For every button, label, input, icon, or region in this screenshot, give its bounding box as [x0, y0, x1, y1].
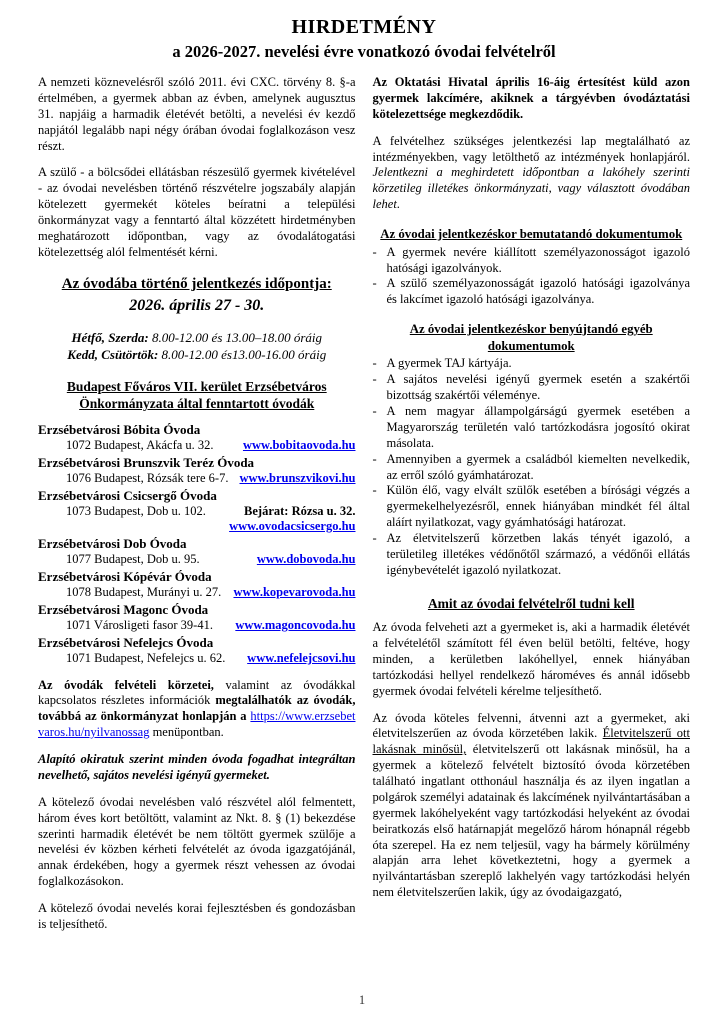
kindergarten-address: 1072 Budapest, Akácfa u. 32. — [66, 438, 214, 453]
kindergarten-address: 1076 Budapest, Rózsák tere 6-7. — [66, 470, 229, 485]
districts-bold-2: megtalálhatók az óvodák, továbbá az önkormányzat honlapján a — [38, 693, 356, 724]
residency-normal-2: életvitelszerű ott lakásnak minősül, ha a gyermek a kötelező felvételt biztosító óvoda körzetében található ingatlant otthonául használja és az ilyen ingatlan a polgárok személyi adatainak és lakcímének nyilvántartásában a gyermek lakóhelyeként vagy tartózkodási helyeként az óvodai beiratkozás első határnapját megelőző három hónapnál régebb óta szerepel. Ha ez nem teljesül, vagy ha bármely körülmény alapján arra lehet következtetni, hogy a gyermek a nyilvántartásban szereplő lakhelyén vagy tartózkodási helyén nem életvitelszerűen lakik, úgy az óvodaigazgató, — [372, 742, 690, 900]
kindergarten-address: 1071 Budapest, Nefelejcs u. 62. — [66, 650, 226, 665]
enrollment-dates: 2026. április 27 - 30. — [129, 296, 265, 314]
right-column — [373, 75, 691, 944]
districts-normal-2: menüpontban. — [149, 725, 224, 740]
dash-bullet: - — [372, 483, 377, 498]
list-item — [373, 483, 691, 531]
kindergarten-entry-bobita — [38, 422, 356, 454]
list-item — [373, 245, 691, 277]
list-item — [373, 356, 691, 372]
list-item — [373, 452, 691, 484]
admission-info-heading: Amit az óvodai felvételről tudni kell — [427, 595, 635, 611]
dash-bullet: - — [372, 451, 377, 466]
paragraph-parent-obligation: A szülő - a bölcsődei ellátásban részesülő gyermek kivételével - az óvodai nevelésben történő részvételre jogszabály alapján kötelezett gyermekét köteles beíratni a települési önkormányzat vagy a fenntartó által közzétett hirdetményben meghatározott időpontban, vagy az óvodalátogatási kötelezettség alól felmentését kérni. — [38, 165, 356, 259]
application-form-normal: A felvételhez szükséges jelentkezési lap megtalálható az intézményekben, vagy letölthető az intézmények honlapjáról. — [372, 133, 690, 164]
kindergarten-name: Erzsébetvárosi Brunszvik Teréz Óvoda — [38, 454, 255, 470]
kindergarten-entrance-note: Bejárat: Rózsa u. 32. — [244, 503, 356, 518]
kindergarten-name: Erzsébetvárosi Csicsergő Óvoda — [38, 487, 217, 503]
paragraph-districts-info — [38, 678, 356, 742]
paragraph-exempted-children: A kötelező óvodai nevelésben való részvétel alól felmentett, három éves kort betöltött, valamint az Nkt. 8. § (1) bekezdése szerinti harmadik életévét be nem töltött gyermek szülője a nevelési év közben kérheti felvételét az óvoda igazgatójánál, annak érdekében, hogy a gyermek részt vehessen az óvodai foglalkozásokon. — [38, 794, 356, 889]
other-documents-heading: Az óvodai jelentkezéskor benyújtandó egyéb dokumentumok — [409, 322, 653, 353]
hours-value-1: 8.00-12.00 és 13.00–18.00 óráig — [148, 329, 323, 345]
kindergarten-name: Erzsébetvárosi Nefelejcs Óvoda — [38, 634, 214, 650]
municipality-website-link[interactable]: https://www.erzsebetvaros.hu/nyilvanossag — [38, 709, 356, 740]
paragraph-law-reference: A nemzeti köznevelésről szóló 2011. évi CXC. törvény 8. §-a értelmében, a gyermek abban az évben, amelynek augusztus 31. napjáig a harmadik életévét betölti, a nevelési év kezdő napjától legalább napi négy órában óvodai foglalkozáson vesz részt. — [38, 75, 356, 153]
page-title: HIRDETMÉNY — [291, 16, 437, 38]
list-item-text: Külön élő, vagy elvált szülők esetében a bírósági végzés a gyermekelhelyezésről, ennek hiányában mindkét fél által aláírt nyilatkozat, vagy gyámhatósági határozat. — [386, 483, 690, 530]
paragraph-residency-rule — [373, 711, 691, 902]
kindergarten-address: 1077 Budapest, Dob u. 95. — [66, 552, 200, 567]
kindergarten-website-link[interactable]: www.dobovoda.hu — [256, 552, 356, 567]
documents-to-present-list — [373, 245, 691, 309]
kindergarten-website-link[interactable]: www.ovodacsicsergo.hu — [229, 519, 356, 534]
page-subtitle: a 2026-2027. nevelési évre vonatkozó óvodai felvételről — [172, 42, 556, 61]
application-form-italic: Jelentkezni a meghirdetett időpontban a lakóhely szerinti körzetileg illetékes önkormányzati, vagy választott óvodában lehet — [372, 165, 690, 212]
list-item-text: A szülő személyazonosságát igazoló hatósági igazolványa és lakcímet igazoló hatósági igazolványa. — [386, 276, 690, 307]
hours-value-2: 8.00-12.00 és13.00-16.00 óráig — [158, 346, 327, 362]
kindergarten-entry-nefelejcs — [38, 635, 356, 667]
kindergarten-website-link[interactable]: www.nefelejcsovi.hu — [247, 650, 356, 665]
hours-days-1: Hétfő, Szerda: — [71, 329, 149, 345]
other-documents-list — [373, 356, 691, 578]
list-item-text: Amennyiben a gyermek a családból kiemelten nevelkedik, az erről szóló gyámhatározat. — [386, 451, 690, 482]
paragraph-founding-charter-note: Alapító okiratuk szerint minden óvoda fogadhat integráltan nevelhető, sajátos nevelési igényű gyermeket. — [38, 752, 356, 782]
enrollment-period-heading: Az óvodába történő jelentkezés időpontja: — [61, 275, 332, 292]
districts-bold-lead: Az óvodák felvételi körzetei, — [38, 677, 214, 692]
districts-normal-1: valamint az óvodákkal kapcsolatos részletes információk — [38, 677, 356, 708]
two-column-body — [38, 75, 690, 944]
kindergarten-entry-kopevar — [38, 569, 356, 601]
kindergarten-name: Erzsébetvárosi Bóbita Óvoda — [38, 421, 201, 437]
kindergarten-name: Erzsébetvárosi Kópévár Óvoda — [38, 568, 212, 584]
documents-to-present-heading: Az óvodai jelentkezéskor bemutatandó dokumentumok — [380, 227, 683, 241]
list-item — [373, 404, 691, 452]
dash-bullet: - — [372, 531, 377, 545]
kindergarten-name: Erzsébetvárosi Dob Óvoda — [38, 536, 187, 552]
paragraph-application-form — [373, 134, 691, 213]
kindergarten-website-link[interactable]: www.magoncovoda.hu — [235, 618, 356, 633]
dash-bullet: - — [372, 276, 377, 291]
dash-bullet: - — [372, 244, 377, 259]
kindergarten-name: Erzsébetvárosi Magonc Óvoda — [38, 601, 209, 617]
kindergarten-website-link[interactable]: www.kopevarovoda.hu — [233, 585, 356, 600]
kindergarten-entry-brunszvik — [38, 455, 356, 487]
dash-bullet: - — [372, 372, 377, 387]
kindergarten-website-link[interactable]: www.bobitaovoda.hu — [242, 438, 356, 453]
list-item — [373, 372, 691, 404]
kindergarten-entry-dob — [38, 536, 356, 568]
list-item — [373, 276, 691, 308]
list-item-text: Az életvitelszerű körzetben lakás tényét igazoló, a területileg illetékes védőnőtől származó, a védőnői ellátás igénybevételét igazoló nyilatkozat. — [386, 531, 690, 577]
kindergarten-entry-magonc — [38, 602, 356, 634]
left-column — [38, 75, 356, 944]
list-item — [373, 531, 691, 579]
kindergarten-address: 1071 Városligeti fasor 39-41. — [66, 618, 213, 633]
opening-hours-line-1 — [38, 330, 356, 347]
page-number: 1 — [358, 993, 366, 1007]
list-item-text: A gyermek nevére kiállított személyazonosságot igazoló hatósági igazolványok. — [386, 244, 690, 275]
dash-bullet: - — [372, 356, 377, 371]
dash-bullet: - — [372, 404, 377, 418]
opening-hours-line-2 — [38, 347, 356, 364]
kindergarten-entry-csicsergo — [38, 488, 356, 536]
paragraph-half-year-rule: Az óvoda felveheti azt a gyermeket is, aki a harmadik életévét a felvételétől számított fél éven belül betölti, feltéve, hogy minden, a kerületben lakóhellyel, ennek hiányában tartózkodási hellyel rendelkező hároméves és annál idősebb gyermek óvodai felvételi kérelme teljesíthető. — [372, 620, 690, 698]
paragraph-early-development: A kötelező óvodai nevelés korai fejlesztésben és gondozásban is teljesíthető. — [38, 901, 356, 931]
hours-days-2: Kedd, Csütörtök: — [67, 346, 159, 362]
kindergarten-address: 1073 Budapest, Dob u. 102. — [66, 503, 206, 518]
list-item-text: A nem magyar állampolgárságú gyermek esetében a Magyarország területén való tartózkodásra jogosító okirat másolata. — [386, 404, 690, 450]
list-item-text: A gyermek TAJ kártyája. — [386, 356, 512, 371]
kindergarten-website-link[interactable]: www.brunszvikovi.hu — [239, 470, 356, 485]
application-form-tail: . — [396, 197, 400, 212]
residency-normal-1: Az óvoda köteles felvenni, átvenni azt a gyermeket, aki életvitelszerűen az óvoda körzetében lakik. — [372, 710, 690, 741]
kindergarten-address: 1078 Budapest, Murányi u. 27. — [66, 585, 222, 600]
maintained-kindergartens-heading: Budapest Főváros VII. kerület Erzsébetváros Önkormányzata által fenntartott óvodák — [66, 378, 327, 412]
list-item-text: A sajátos nevelési igényű gyermek esetén a szakértői bizottság szakértői véleménye. — [386, 372, 690, 403]
residency-underlined-definition: Életvitelszerű ott lakásnak minősül, — [372, 726, 690, 757]
paragraph-education-office-notice: Az Oktatási Hivatal április 16-áig értesítést küld azon gyermek lakcímére, akiknek a tárgyévben óvodáztatási kötelezettsége megkezdődik. — [372, 75, 690, 121]
